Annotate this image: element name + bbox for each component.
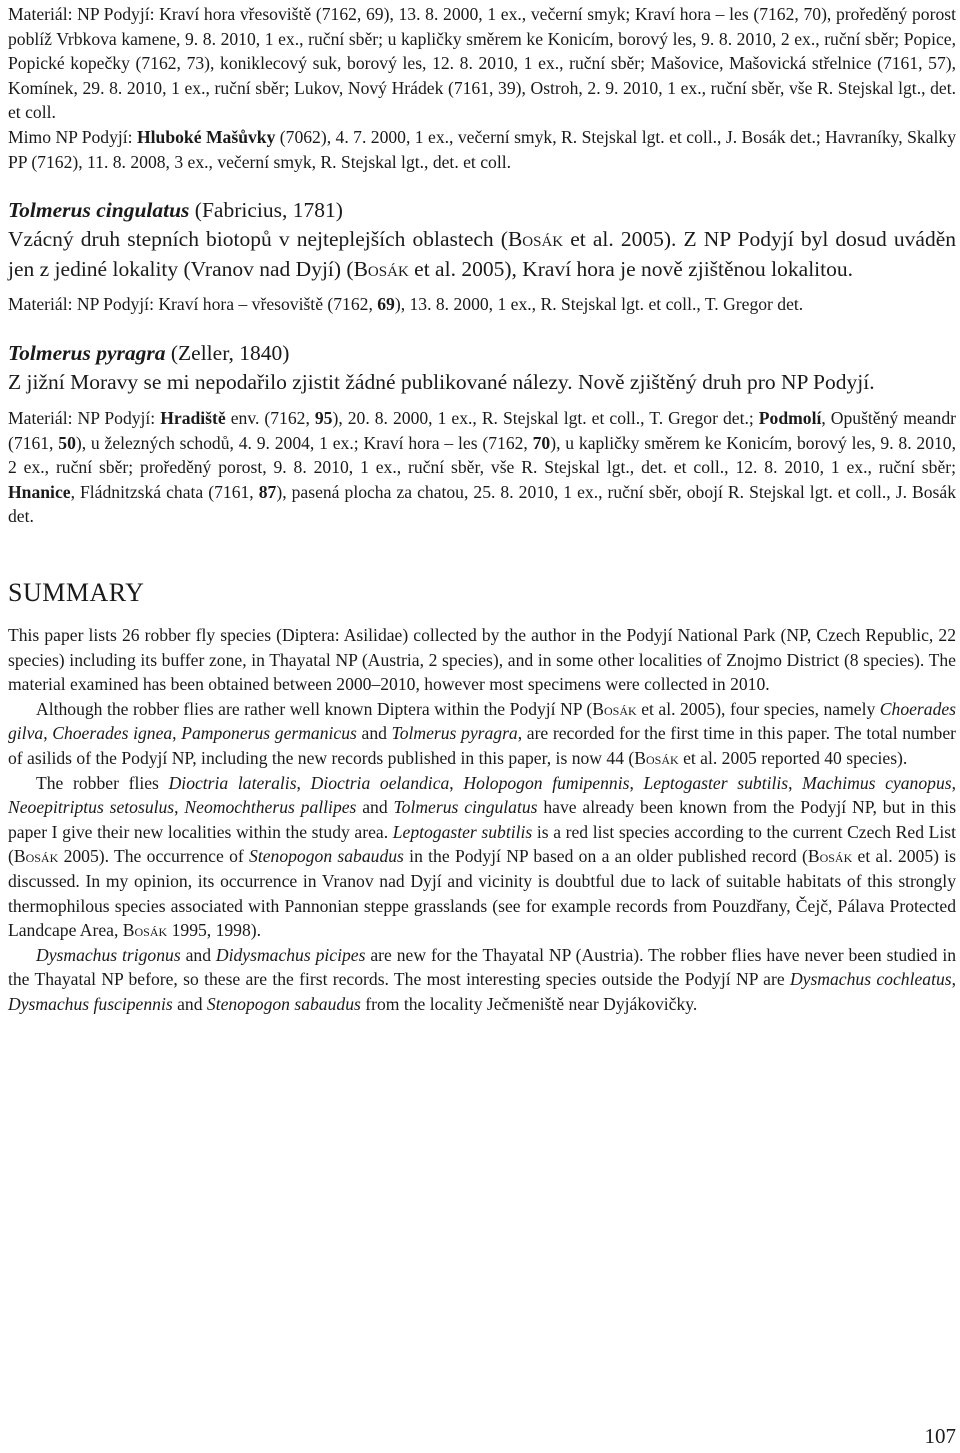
locality-bold: Hluboké Mašůvky (136, 127, 276, 147)
material-cingulatus: Materiál: NP Podyjí: Kraví hora – vřesoviště (7162, 69), 13. 8. 2000, 1 ex., R. Stejskal lgt. et coll., T. Gregor det. (8, 294, 804, 314)
material-paragraph-previous-species: Materiál: NP Podyjí: Kraví hora vřesoviště (7162, 69), 13. 8. 2000, 1 ex., večerní smyk; Kraví hora – les (7162, 70), proředěný porost poblíž Vrbkova kamene, 9. 8. 2010, 1 ex., ruční sběr; u kapličky směrem ke Konicím, borový les, 9. 8. 2010, 2 ex., ruční sběr; Popice, Popické kopečky (7162, 73), koniklecový suk, borový les, 12. 8. 2010, 1 ex., ruční sběr; Mašovice, Mašovická střelnice (7161, 57), Komínek, 29. 8. 2010, 1 ex., ruční sběr; Lukov, Nový Hrádek (7161, 39), Ostroh, 2. 9. 2010, 1 ex., ruční sběr, vše R. Stejskal lgt., det. et coll. (8, 4, 956, 123)
summary-body (8, 623, 956, 1017)
species-heading-pyragra (8, 339, 956, 368)
species-author: (Zeller, 1840) (165, 341, 290, 365)
species-heading-cingulatus (8, 196, 956, 225)
species-text-cingulatus: Vzácný druh stepních biotopů v nejteplejších oblastech (Bosák et al. 2005). Z NP Podyjí byl dosud uváděn jen z jediné lokality (Vranov nad Dyjí) (Bosák et al. 2005), Kraví hora je nově zjištěnou lokalitou. (8, 227, 956, 281)
summary-paragraph-4: Dysmachus trigonus and Didysmachus picipes are new for the Thayatal NP (Austria). The robber flies have never been studied in the Thayatal NP before, so these are the first records. The most interesting species outside the Podyjí NP are Dysmachus cochleatus, Dysmachus fuscipennis and Stenopogon sabaudus from the locality Ječmeniště near Dyjákovičky. (8, 944, 957, 1014)
material-pyragra: Materiál: NP Podyjí: Hradiště env. (7162, 95), 20. 8. 2000, 1 ex., R. Stejskal lgt. et coll., T. Gregor det.; Podmolí, Opuštěný meandr (7161, 50), u železných schodů, 4. 9. 2004, 1 ex.; Kraví hora – les (7162, 70), u kapličky směrem ke Konicím, borový les, 9. 8. 2010, 2 ex., ruční sběr; proředěný porost, 9. 8. 2010, 1 ex., ruční sběr, vše R. Stejskal lgt., det. et coll., 12. 8. 2010, 1 ex., ruční sběr; Hnanice, Fládnitzská chata (7161, 87), pasená plocha za chatou, 25. 8. 2010, 1 ex., ruční sběr, obojí R. Stejskal lgt. et coll., J. Bosák det. (8, 408, 957, 527)
material-outside-np-paragraph: Mimo NP Podyjí: Hluboké Mašůvky (7062), 4. 7. 2000, 1 ex., večerní smyk, R. Stejskal lgt. et coll., J. Bosák det.; Havraníky, Skalky PP (7162), 11. 8. 2008, 3 ex., večerní smyk, R. Stejskal lgt., det. et coll. (8, 127, 956, 172)
species-name: Tolmerus cingulatus (8, 198, 190, 222)
summary-paragraph-1: This paper lists 26 robber fly species (Diptera: Asilidae) collected by the author in the Podyjí National Park (NP, Czech Republic, 22 species) including its buffer zone, in Thayatal NP (Austria, 2 species), and in some other localities of Znojmo District (8 species). The material examined has been obtained between 2000–2010, however most specimens were collected in 2010. (8, 625, 956, 695)
summary-paragraph-2: Although the robber flies are rather well known Diptera within the Podyjí NP (Bosák et al. 2005), four species, namely Choerades gilva, Choerades ignea, Pamponerus germanicus and Tolmerus pyragra, are recorded for the first time in this paper. The total number of asilids of the Podyjí NP, including the new records published in this paper, is now 44 (Bosák et al. 2005 reported 40 species). (8, 698, 957, 768)
summary-paragraph-3: The robber flies Dioctria lateralis, Dioctria oelandica, Holopogon fumipennis, Leptogaster subtilis, Machimus cyanopus, Neoepitriptus setosulus, Neomochtherus pallipes and Tolmerus cingulatus have already been known from the Podyjí NP, but in this paper I give their new localities within the study area. Leptogaster subtilis is a red list species according to the current Czech Red List (Bosák 2005). The occurrence of Stenopogon sabaudus in the Podyjí NP based on a an older published record (Bosák et al. 2005) is discussed. In my opinion, its occurrence in Vranov nad Dyjí and vicinity is doubtful due to lack of suitable habitats of this strongly thermophilous species associated with Pannonian steppe grasslands (see for example records from Pouzdřany, Čejč, Pálava Protected Landcape Area, Bosák 1995, 1998). (8, 772, 957, 941)
page-number: 107 (924, 1424, 956, 1448)
species-author: (Fabricius, 1781) (189, 198, 343, 222)
species-text-pyragra: Z jižní Moravy se mi nepodařilo zjistit žádné publikované nálezy. Nově zjištěný druh pro NP Podyjí. (8, 370, 875, 394)
summary-heading: SUMMARY (8, 578, 145, 607)
species-name: Tolmerus pyragra (8, 341, 166, 365)
